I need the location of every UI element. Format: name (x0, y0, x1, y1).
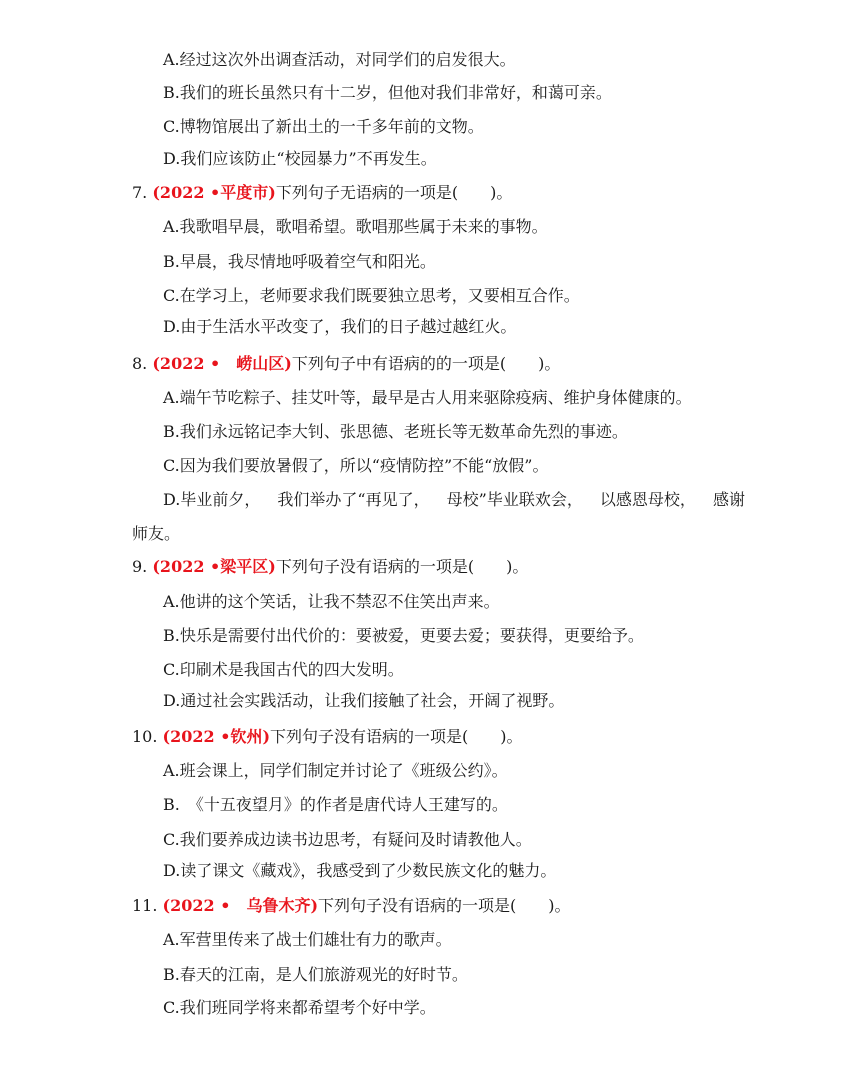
option-b: B.我们的班长虽然只有十二岁，但他对我们非常好，和蔼可亲。 (163, 83, 612, 102)
question-8-stem (132, 352, 560, 376)
option-d: D.由于生活水平改变了，我们的日子越过越红火。 (163, 317, 517, 336)
option-d-continuation: 师友。 (132, 524, 181, 543)
question-source: (2022 •梁平区) (152, 557, 276, 576)
option-d: D.通过社会实践活动，让我们接触了社会，开阔了视野。 (163, 691, 565, 710)
option-d (163, 488, 745, 512)
option-d-part: 母校”毕业联欢会， (446, 490, 583, 509)
option-a: A.端午节吃粽子、挂艾叶等，最早是古人用来驱除疫病、维护身体健康的。 (163, 388, 692, 407)
question-11-stem (132, 894, 571, 918)
option-a: A.他讲的这个笑话，让我不禁忍不住笑出声来。 (163, 592, 500, 611)
question-source: (2022 • 崂山区) (152, 354, 292, 373)
option-b: B.快乐是需要付出代价的：要被爱，更要去爱；要获得，更要给予。 (163, 626, 644, 645)
question-text: 下列句子没有语病的一项是( )。 (275, 557, 529, 576)
question-text: 下列句子无语病的一项是( )。 (275, 183, 513, 202)
question-text: 下列句子中有语病的的一项是( )。 (291, 354, 561, 373)
question-number: 9. (132, 557, 148, 576)
question-number: 10. (132, 727, 158, 746)
option-d: D.读了课文《藏戏》，我感受到了少数民族文化的魅力。 (163, 861, 557, 880)
question-number: 11. (132, 896, 158, 915)
question-source: (2022 •钦州) (162, 727, 271, 746)
question-text: 下列句子没有语病的一项是( )。 (270, 727, 523, 746)
option-b: B. 《十五夜望月》的作者是唐代诗人王建写的。 (163, 795, 508, 814)
option-d: D.我们应该防止“校园暴力”不再发生。 (163, 149, 437, 168)
option-a: A.军营里传来了战士们雄壮有力的歌声。 (163, 930, 452, 949)
option-c: C.因为我们要放暑假了，所以“疫情防控”不能“放假”。 (163, 456, 549, 475)
option-c: C.在学习上，老师要求我们既要独立思考，又要相互合作。 (163, 286, 580, 305)
option-a: A.班会课上，同学们制定并讨论了《班级公约》。 (163, 761, 508, 780)
question-number: 7. (132, 183, 148, 202)
question-9-stem (132, 555, 528, 579)
question-source: (2022 • 乌鲁木齐) (162, 896, 319, 915)
question-source: (2022 •平度市) (152, 183, 276, 202)
question-text: 下列句子没有语病的一项是( )。 (318, 896, 571, 915)
option-d-part: 我们举办了“再见了， (277, 490, 430, 509)
option-c: C.印刷术是我国古代的四大发明。 (163, 660, 404, 679)
option-c: C.博物馆展出了新出土的一千多年前的文物。 (163, 117, 484, 136)
question-number: 8. (132, 354, 148, 373)
option-b: B.春天的江南，是人们旅游观光的好时节。 (163, 965, 468, 984)
option-d-part: 以感恩母校， (599, 490, 696, 509)
option-c: C.我们班同学将来都希望考个好中学。 (163, 998, 436, 1017)
option-a: A.我歌唱早晨，歌唱希望。歌唱那些属于未来的事物。 (163, 217, 548, 236)
option-c: C.我们要养成边读书边思考，有疑问及时请教他人。 (163, 830, 532, 849)
option-a: A.经过这次外出调查活动，对同学们的启发很大。 (163, 50, 516, 69)
option-b: B.早晨，我尽情地呼吸着空气和阳光。 (163, 252, 436, 271)
question-10-stem (132, 725, 523, 749)
question-7-stem (132, 181, 512, 205)
option-d-part: D.毕业前夕， (163, 490, 261, 509)
option-d-part: 感谢 (712, 490, 745, 509)
option-b: B.我们永远铭记李大钊、张思德、老班长等无数革命先烈的事迹。 (163, 422, 628, 441)
